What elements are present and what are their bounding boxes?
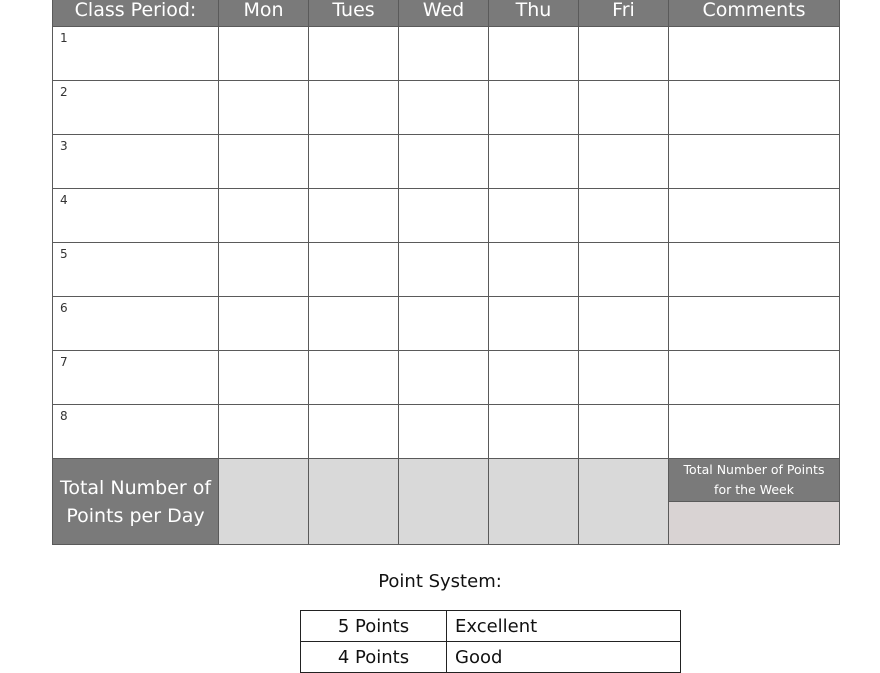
wed-cell[interactable] (399, 351, 489, 405)
mon-cell[interactable] (219, 405, 309, 459)
mon-cell[interactable] (219, 27, 309, 81)
total-fri-cell[interactable] (579, 459, 669, 545)
period-row (53, 243, 840, 297)
point-row (301, 642, 681, 673)
point-rating: Excellent (447, 611, 681, 642)
period-row (53, 351, 840, 405)
week-total-cell (669, 459, 840, 545)
thu-cell[interactable] (489, 243, 579, 297)
header-class-period: Class Period: (53, 0, 219, 27)
header-thu: Thu (489, 0, 579, 27)
period-row (53, 81, 840, 135)
wed-cell[interactable] (399, 135, 489, 189)
week-total-value[interactable] (669, 502, 839, 544)
period-number: 3 (53, 135, 219, 189)
fri-cell[interactable] (579, 135, 669, 189)
total-thu-cell[interactable] (489, 459, 579, 545)
period-number: 6 (53, 297, 219, 351)
total-points-week-label (669, 459, 839, 502)
thu-cell[interactable] (489, 297, 579, 351)
tues-cell[interactable] (309, 243, 399, 297)
comments-cell[interactable] (669, 243, 840, 297)
period-number: 2 (53, 81, 219, 135)
mon-cell[interactable] (219, 81, 309, 135)
thu-cell[interactable] (489, 27, 579, 81)
comments-cell[interactable] (669, 297, 840, 351)
thu-cell[interactable] (489, 405, 579, 459)
tues-cell[interactable] (309, 189, 399, 243)
header-comments: Comments (669, 0, 840, 27)
total-mon-cell[interactable] (219, 459, 309, 545)
fri-cell[interactable] (579, 27, 669, 81)
tues-cell[interactable] (309, 405, 399, 459)
comments-cell[interactable] (669, 189, 840, 243)
behavior-chart-table (52, 0, 840, 545)
total-wed-cell[interactable] (399, 459, 489, 545)
total-tues-cell[interactable] (309, 459, 399, 545)
period-number: 4 (53, 189, 219, 243)
fri-cell[interactable] (579, 243, 669, 297)
mon-cell[interactable] (219, 135, 309, 189)
period-row (53, 405, 840, 459)
header-wed: Wed (399, 0, 489, 27)
fri-cell[interactable] (579, 297, 669, 351)
header-row (53, 0, 840, 27)
tues-cell[interactable] (309, 81, 399, 135)
tues-cell[interactable] (309, 297, 399, 351)
mon-cell[interactable] (219, 351, 309, 405)
fri-cell[interactable] (579, 81, 669, 135)
wed-cell[interactable] (399, 81, 489, 135)
comments-cell[interactable] (669, 405, 840, 459)
header-tues: Tues (309, 0, 399, 27)
mon-cell[interactable] (219, 297, 309, 351)
period-number: 8 (53, 405, 219, 459)
comments-cell[interactable] (669, 135, 840, 189)
header-fri: Fri (579, 0, 669, 27)
period-row (53, 297, 840, 351)
point-row (301, 611, 681, 642)
period-row (53, 135, 840, 189)
point-system-title: Point System: (378, 571, 502, 592)
period-number: 7 (53, 351, 219, 405)
tues-cell[interactable] (309, 351, 399, 405)
comments-cell[interactable] (669, 81, 840, 135)
period-number: 5 (53, 243, 219, 297)
header-mon: Mon (219, 0, 309, 27)
totals-row (53, 459, 840, 545)
tues-cell[interactable] (309, 135, 399, 189)
period-number: 1 (53, 27, 219, 81)
period-row (53, 189, 840, 243)
fri-cell[interactable] (579, 405, 669, 459)
point-system-table (300, 610, 681, 673)
wed-cell[interactable] (399, 297, 489, 351)
total-points-week-text: Total Number of Points for the Week (683, 462, 825, 497)
mon-cell[interactable] (219, 243, 309, 297)
wed-cell[interactable] (399, 189, 489, 243)
fri-cell[interactable] (579, 351, 669, 405)
comments-cell[interactable] (669, 351, 840, 405)
period-row (53, 27, 840, 81)
thu-cell[interactable] (489, 189, 579, 243)
tues-cell[interactable] (309, 27, 399, 81)
wed-cell[interactable] (399, 405, 489, 459)
fri-cell[interactable] (579, 189, 669, 243)
thu-cell[interactable] (489, 81, 579, 135)
point-value: 4 Points (301, 642, 447, 673)
wed-cell[interactable] (399, 243, 489, 297)
mon-cell[interactable] (219, 189, 309, 243)
point-rating: Good (447, 642, 681, 673)
total-points-per-day-label: Total Number of Points per Day (53, 459, 219, 545)
comments-cell[interactable] (669, 27, 840, 81)
point-value: 5 Points (301, 611, 447, 642)
thu-cell[interactable] (489, 135, 579, 189)
wed-cell[interactable] (399, 27, 489, 81)
thu-cell[interactable] (489, 351, 579, 405)
